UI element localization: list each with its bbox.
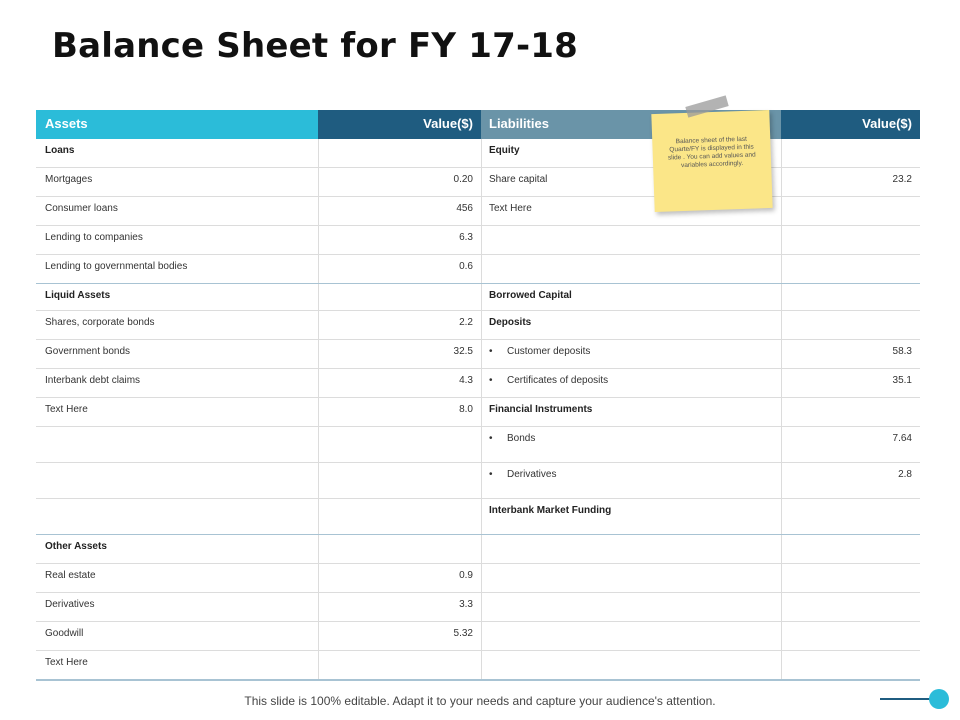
- asset-label: Government bonds: [45, 346, 131, 357]
- liability-value: [781, 284, 920, 310]
- asset-label: Text Here: [45, 657, 88, 668]
- asset-label: Text Here: [45, 404, 88, 415]
- footer-dot-icon: [929, 689, 949, 709]
- asset-value: 0.20: [453, 174, 473, 185]
- liability-value: 23.2: [892, 174, 912, 185]
- table-row: [36, 340, 920, 369]
- table-row: [36, 311, 920, 340]
- liability-value: [781, 226, 920, 254]
- liability-value: [781, 564, 920, 592]
- asset-value: [318, 535, 481, 563]
- liability-value: [781, 622, 920, 650]
- table-row: [36, 651, 920, 681]
- asset-label: Goodwill: [45, 628, 84, 639]
- table-row: [36, 564, 920, 593]
- liability-label: Share capital: [489, 174, 548, 185]
- sticky-note-text: Balance sheet of the last Quarte/FY is displayed in this slide . You can add values and variables accordingly.: [667, 135, 756, 170]
- liability-value: [781, 535, 920, 563]
- assets-header: Assets: [36, 110, 318, 139]
- liability-label: Borrowed Capital: [489, 290, 572, 301]
- table-row: [36, 499, 920, 535]
- footer-line: [880, 698, 930, 700]
- table-row: [36, 255, 920, 284]
- asset-value: 0.9: [459, 570, 473, 581]
- liability-label: Interbank Market Funding: [489, 505, 612, 516]
- asset-value: 2.2: [459, 317, 473, 328]
- assets-value-header: Value($): [318, 110, 481, 139]
- liability-label: [481, 226, 781, 254]
- asset-label: [36, 427, 318, 462]
- liability-label: [481, 622, 781, 650]
- sticky-note: [651, 110, 772, 212]
- asset-value: 32.5: [453, 346, 473, 357]
- table-row: [36, 369, 920, 398]
- asset-label: Liquid Assets: [45, 290, 111, 301]
- asset-value: [318, 651, 481, 679]
- liability-value: [781, 499, 920, 534]
- liability-label: • Derivatives: [481, 463, 781, 498]
- asset-value: [318, 139, 481, 167]
- asset-value: 0.6: [459, 261, 473, 272]
- table-row: [36, 427, 920, 463]
- asset-label: Mortgages: [45, 174, 93, 185]
- liability-value: [781, 651, 920, 679]
- liability-value: [781, 139, 920, 167]
- asset-value: 6.3: [459, 232, 473, 243]
- asset-label: Interbank debt claims: [45, 375, 141, 386]
- liability-value: 58.3: [892, 346, 912, 357]
- asset-value: [318, 463, 481, 498]
- liability-label: Financial Instruments: [489, 404, 593, 415]
- table-row: [36, 398, 920, 427]
- liability-label: • Customer deposits: [481, 340, 781, 368]
- asset-label: Consumer loans: [45, 203, 118, 214]
- liability-value: [781, 593, 920, 621]
- liability-value: 7.64: [892, 433, 912, 444]
- table-header: [36, 110, 920, 139]
- asset-label: Loans: [45, 145, 75, 156]
- table-row: [36, 535, 920, 564]
- asset-value: 8.0: [459, 404, 473, 415]
- liability-value: [781, 398, 920, 426]
- asset-label: Lending to companies: [45, 232, 143, 243]
- page-title: Balance Sheet for FY 17-18: [52, 26, 578, 66]
- asset-value: 456: [456, 203, 473, 214]
- liability-label: • Bonds: [481, 427, 781, 462]
- asset-label: [36, 463, 318, 498]
- footer-caption: This slide is 100% editable. Adapt it to your needs and capture your audience's attention.: [244, 694, 716, 708]
- liability-label: Text Here: [489, 203, 532, 214]
- asset-label: [36, 499, 318, 534]
- liability-label: Equity: [489, 145, 520, 156]
- asset-value: 5.32: [453, 628, 473, 639]
- balance-sheet-table: [36, 110, 920, 681]
- asset-value: [318, 427, 481, 462]
- asset-value: [318, 284, 481, 310]
- liability-value: [781, 255, 920, 283]
- table-row: [36, 197, 920, 226]
- liabilities-value-header: Value($): [781, 110, 920, 139]
- liability-value: [781, 197, 920, 225]
- asset-label: Real estate: [45, 570, 96, 581]
- table-row: [36, 226, 920, 255]
- asset-label: Lending to governmental bodies: [45, 261, 188, 272]
- liability-value: 35.1: [892, 375, 912, 386]
- table-body: [36, 139, 920, 681]
- table-row: [36, 284, 920, 311]
- liability-value: 2.8: [898, 469, 912, 480]
- liabilities-header: Liabilities: [481, 110, 781, 139]
- asset-label: Derivatives: [45, 599, 95, 610]
- liability-value: [781, 311, 920, 339]
- asset-value: [318, 499, 481, 534]
- liability-label: [481, 593, 781, 621]
- asset-value: 3.3: [459, 599, 473, 610]
- liability-label: • Certificates of deposits: [481, 369, 781, 397]
- table-row: [36, 463, 920, 499]
- table-row: [36, 593, 920, 622]
- asset-value: 4.3: [459, 375, 473, 386]
- liability-label: [481, 255, 781, 283]
- asset-label: Other Assets: [45, 541, 107, 552]
- table-row: [36, 168, 920, 197]
- liability-label: [481, 535, 781, 563]
- table-row: [36, 139, 920, 168]
- liability-label: Deposits: [489, 317, 532, 328]
- asset-label: Shares, corporate bonds: [45, 317, 155, 328]
- liability-label: [481, 564, 781, 592]
- liability-label: [481, 651, 781, 679]
- table-row: [36, 622, 920, 651]
